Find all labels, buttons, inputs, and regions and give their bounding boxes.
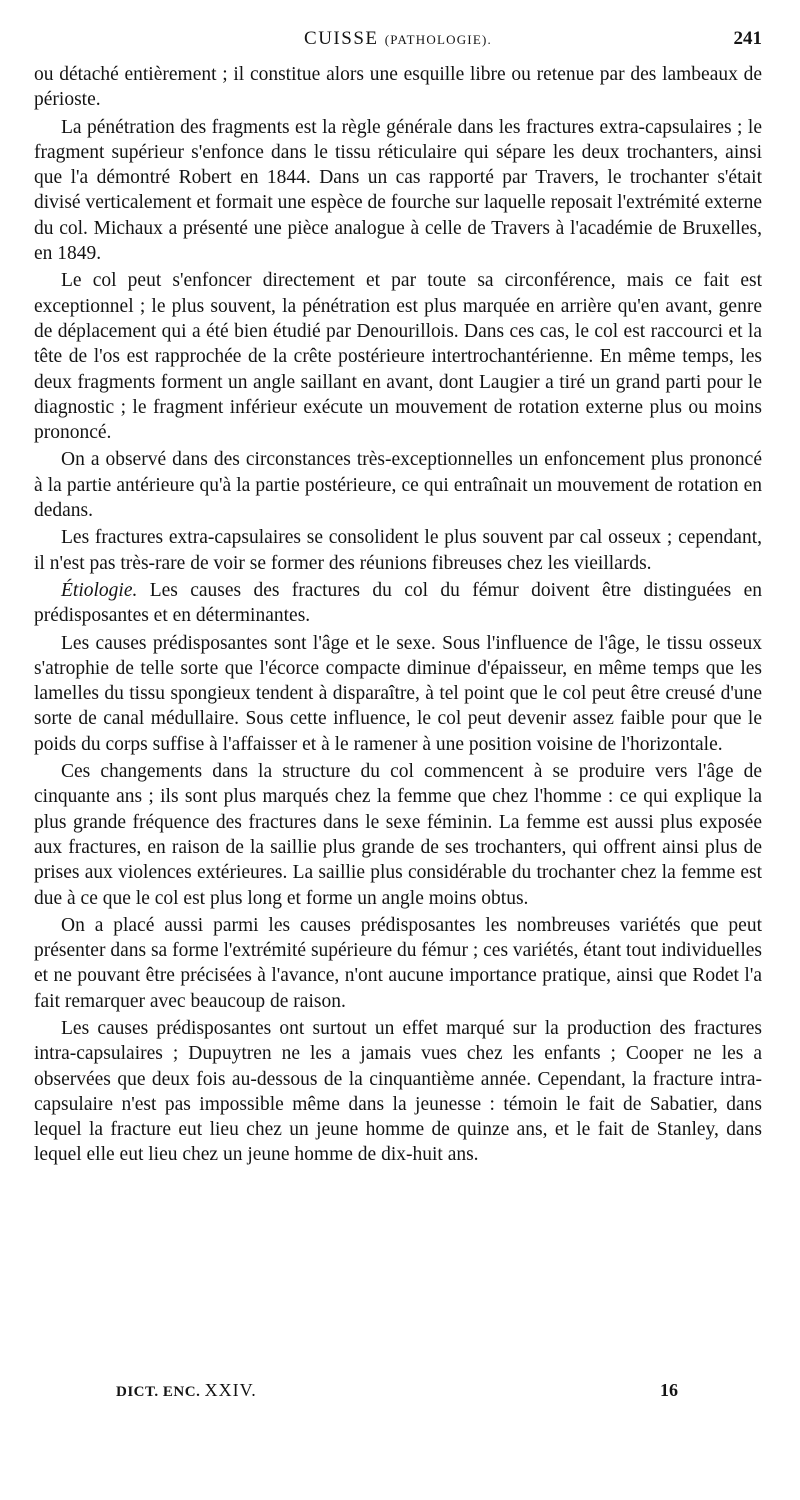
sheet-number: 16 [660, 1380, 678, 1400]
paragraph-consolidation: Les fractures extra-capsulaires se consolident le plus souvent par cal osseux ; cependant, il n'est pas très-rare de voir se former des réunions fibreuses chez les vieillards. [34, 527, 762, 574]
body-text [34, 62, 762, 1170]
running-title-subtitle: (PATHOLOGIE). [384, 32, 492, 47]
paragraph-penetration: La pénétration des fragments est la règle générale dans les fractures extra-capsulaires ; le fragment supérieur s'enfonce dans le tissu réticulaire qui sépare les deux trochanters, ainsi que l'a démontré Robert en 1844. Dans un cas rapporté par Travers, le trochanter s'était divisé verticalement et formait une espèce de fourche sur laquelle reposait l'extrémité externe du col. Michaux a présenté une pièce analogue à celle de Travers à l'académie de Bruxelles, en 1849. [34, 116, 762, 265]
paragraph-intra-capsulaires: Les causes prédisposantes ont surtout un effet marqué sur la production des fractures intra-capsulaires ; Dupuytren ne les a jamais vues chez les enfants ; Cooper ne les a observées que deux fois au-dessous de la cinquantième année. Cependant, la fracture intra-capsulaire n'est pas impossible même dans la jeunesse : témoin le fait de Sabatier, dans lequel la fracture eut lieu chez un jeune homme de quinze ans, et le fait de Stanley, dans lequel elle eut lieu chez un jeune homme de dix-huit ans. [34, 1017, 762, 1166]
page-number: 241 [733, 28, 762, 49]
paragraph-varietes: On a placé aussi parmi les causes prédisposantes les nombreuses variétés que peut présenter dans sa forme l'extrémité supérieure du fémur ; ces variétés, étant tout individuelles et ne pouvant être précisées à l'avance, n'ont aucune importance pratique, ainsi que Rodet l'a fait remarquer avec beaucoup de raison. [34, 914, 763, 1012]
paragraph-age-sexe: Les causes prédisposantes sont l'âge et le sexe. Sous l'influence de l'âge, le tissu osseux s'atrophie de telle sorte que l'écorce compacte diminue d'épaisseur, en même temps que les lamelles du tissu spongieux tendent à disparaître, à tel point que le col peut être creusé d'une sorte de canal médullaire. Sous cette influence, le col peut devenir assez faible pour que le poids du corps suffise à l'affaisser et à le ramener à une position voisine de l'horizontale. [34, 632, 762, 755]
paragraph-etiologie [34, 578, 762, 629]
etiologie-heading: Étiologie. [61, 579, 138, 601]
paragraph-rotation-dedans: On a observé dans des circonstances très-exceptionnelles un enfoncement plus prononcé à la partie antérieure qu'à la partie postérieure, ce qui entraînait un mouvement de rotation en dedans. [34, 449, 762, 522]
running-title-main: CUISSE [304, 28, 385, 49]
page-footer [34, 1380, 762, 1406]
running-header [34, 28, 762, 56]
signature-mark [116, 1380, 257, 1401]
etiologie-text: Les causes des fractures du col du fémur doivent être distinguées en prédisposantes et en déterminantes. [34, 579, 762, 627]
paragraph-col-enfoncement: Le col peut s'enfoncer directement et par toute sa circonférence, mais ce fait est exceptionnel ; le plus souvent, la pénétration est plus marquée en arrière qu'en avant, genre de déplacement qui a été bien étudié par Denourillois. Dans ces cas, le col est raccourci et la tête de l'os est rapprochée de la crête postérieure intertrochantérienne. En même temps, les deux fragments forment un angle saillant en avant, dont Laugier a tiré un grand parti pour le diagnostic ; le fragment inférieur exécute un mouvement de rotation externe plus ou moins prononcé. [34, 270, 762, 444]
paragraph-continuation: ou détaché entièrement ; il constitue alors une esquille libre ou retenue par des lambeaux de périoste. [34, 64, 762, 111]
signature-prefix: DICT. ENC. [116, 1384, 205, 1400]
signature-volume: XXIV. [204, 1380, 257, 1400]
running-title [34, 28, 762, 50]
paragraph-changements: Ces changements dans la structure du col commencent à se produire vers l'âge de cinquante ans ; ils sont plus marqués chez la femme que chez l'homme : ce qui explique la plus grande fréquence des fractures dans le sexe féminin. La femme est aussi plus exposée aux fractures, en raison de la saillie plus grande de ses trochanters, qui offrent ainsi plus de prises aux violences extérieures. La saillie plus considérable du trochanter chez la femme est due à ce que le col est plus long et forme un angle moins obtus. [34, 761, 762, 909]
